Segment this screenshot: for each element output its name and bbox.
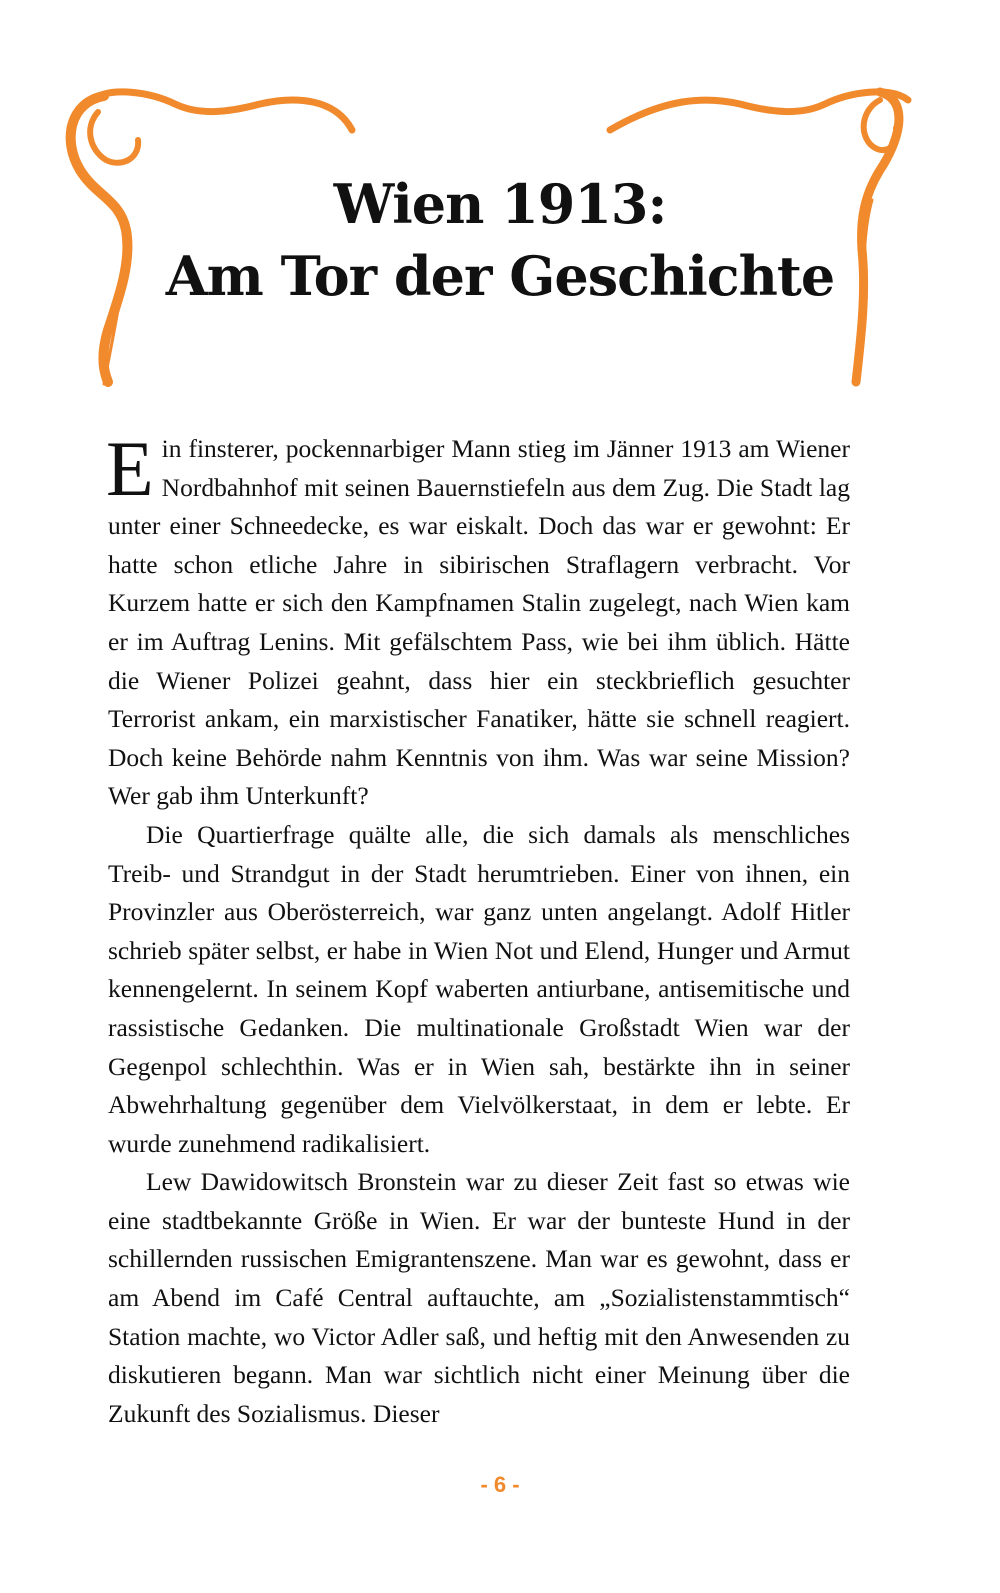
paragraph-1-text: in finsterer, pockennarbiger Mann stieg im Jänner 1913 am Wiener Nordbahnhof mit seinen Bauernstiefeln aus dem Zug. Die Stadt lag unter einer Schneedecke, es war eiskalt. Doch das war er gewohnt: Er hatte schon etliche Jahre in sibirischen Straflagern verbracht. Vor Kurzem hatte er sich den Kampfnamen Stalin zugelegt, nach Wien kam er im Auftrag Lenins. Mit gefälschtem Pass, wie bei ihm üblich. Hätte die Wiener Polizei geahnt, dass hier ein steckbrieflich gesuchter Terrorist ankam, ein marxistischer Fanatiker, hätte sie schnell reagiert. Doch keine Behörde nahm Kenntnis von ihm. Was war seine Mission? Wer gab ihm Unterkunft? (108, 434, 850, 811)
paragraph-1 (106, 425, 850, 816)
title-line-1: Wien 1913: (333, 172, 667, 236)
paragraph-3: Lew Dawidowitsch Bronstein war zu dieser Zeit fast so etwas wie eine stadtbekannte Größe in Wien. Er war der bunteste Hund in der schillernden russischen Emigrantenszene. Man war es gewohnt, dass er am Abend im Café Central auftauchte, am „Sozialistenstammtisch“ Station machte, wo Victor Adler saß, und heftig mit den Anwesenden zu diskutieren begann. Man war sichtlich nicht einer Meinung über die Zukunft des Sozialismus. Dieser (108, 1167, 850, 1428)
body-text (106, 425, 850, 1433)
page-title (0, 168, 1000, 312)
page-number: - 6 - (480, 1472, 520, 1497)
title-line-2: Am Tor der Geschichte (165, 244, 835, 308)
drop-cap: E (106, 425, 154, 512)
paragraph-2: Die Quartierfrage quälte alle, die sich damals als menschliches Treib- und Strandgut in der Stadt herumtrieben. Einer von ihnen, ein Provinzler aus Oberösterreich, war ganz unten angelangt. Adolf Hitler schrieb später selbst, er habe in Wien Not und Elend, Hunger und Armut kennengelernt. In seinem Kopf waberten antiurbane, antisemitische und rassistische Gedanken. Die multinationale Großstadt Wien war der Gegenpol schlechthin. Was er in Wien sah, bestärkte ihn in seiner Abwehrhaltung gegenüber dem Vielvölkerstaat, in dem er lebte. Er wurde zunehmend radikalisiert. (108, 819, 850, 1158)
